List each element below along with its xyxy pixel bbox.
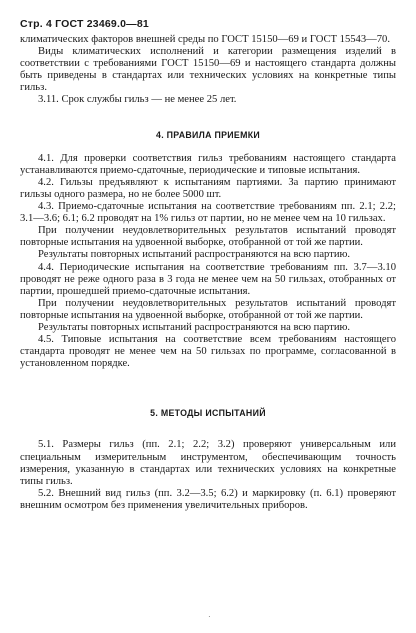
section-4-paragraph: 4.3. Приемо-сдаточные испытания на соответствие требованиям пп. 2.1; 2.2; 3.1—3.6; 6.1; 6.2 проводят на 1% гильз от партии, но не менее чем на 10 гильзах.	[20, 201, 396, 225]
section-4-title: 4. ПРАВИЛА ПРИЕМКИ	[156, 129, 260, 140]
section-5-paragraph: 5.2. Внешний вид гильз (пп. 3.2—3.5; 6.2) и маркировку (п. 6.1) проверяют внешним осмотром без применения увеличительных приборов.	[20, 487, 396, 511]
section-4-paragraph: При получении неудовлетворительных результатов испытаний проводят повторные испытания на удвоенной выборке, отобранной от той же партии.	[20, 297, 396, 321]
section-4-paragraph: Результаты повторных испытаний распространяются на всю партию.	[38, 249, 351, 261]
intro-paragraph-2: Виды климатических исполнений и категории размещения изделий в соответствии с требованиями ГОСТ 15150—69 и настоящего стандарта должны быть приведены в стандартах или технических условиях на конкретные типы гильз.	[20, 46, 396, 94]
section-4-paragraph: 4.1. Для проверки соответствия гильз требованиям настоящего стандарта устанавливаются приемо-сдаточные, периодические и типовые испытания.	[20, 152, 396, 176]
section-4-paragraph: 4.5. Типовые испытания на соответствие всем требованиям настоящего стандарта проводят не менее чем на 50 гильзах по программе, согласованной в установленном порядке.	[20, 334, 396, 370]
section-4-paragraph: 4.2. Гильзы предъявляют к испытаниям партиями. За партию принимают гильзы одного размера, но не более 5000 шт.	[20, 176, 396, 200]
intro-paragraph-1: климатических факторов внешней среды по ГОСТ 15150—69 и ГОСТ 15543—70.	[20, 34, 390, 45]
page-header: Стр. 4 ГОСТ 23469.0—81	[20, 18, 149, 30]
page-mark: ·	[208, 612, 211, 621]
section-4-paragraph: При получении неудовлетворительных результатов испытаний проводят повторные испытания на удвоенной выборке, отобранной от той же партии.	[20, 225, 396, 249]
section-4-paragraph: 4.4. Периодические испытания на соответствие требованиям пп. 3.7—3.10 проводят не реже одного раза в 3 года не менее чем на 50 гильзах, отобранных от партии, прошедшей приемо-сдаточные испытания.	[20, 261, 396, 297]
page-content	[20, 34, 396, 512]
section-5-paragraph: 5.1. Размеры гильз (пп. 2.1; 2.2; 3.2) проверяют универсальным или специальным измерительным инструментом, обеспечивающим точность измерения, указанную в стандартах или технических условиях на конкретные типы гильз.	[20, 439, 396, 487]
section-4-paragraph: Результаты повторных испытаний распространяются на всю партию.	[38, 321, 351, 333]
section-5-title: 5. МЕТОДЫ ИСПЫТАНИЙ	[150, 408, 266, 419]
intro-paragraph-3: 3.11. Срок службы гильз — не менее 25 лет.	[38, 94, 237, 106]
